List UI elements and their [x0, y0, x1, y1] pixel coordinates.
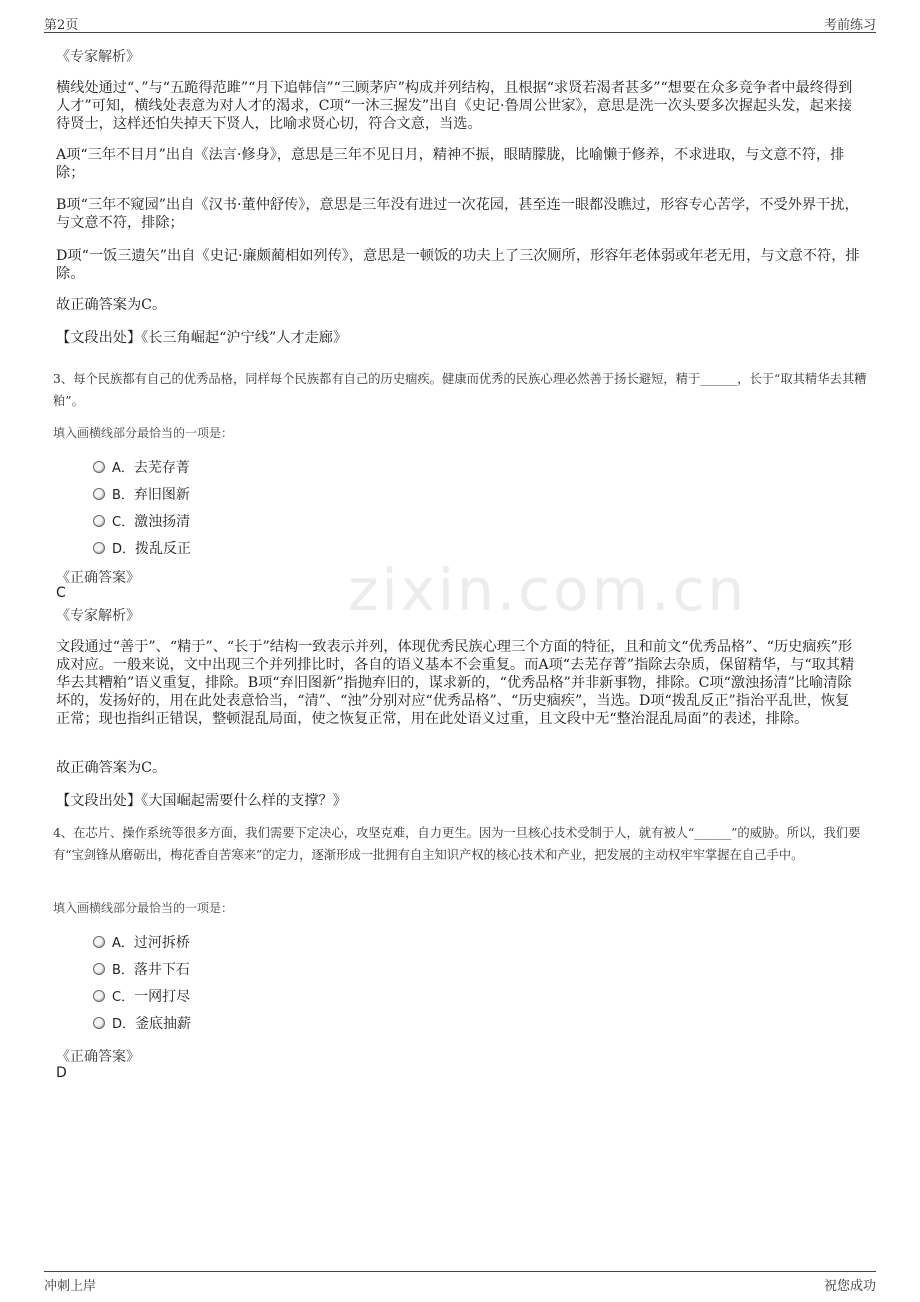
q3-option-d[interactable]: D．拨乱反正: [93, 538, 191, 558]
q3-conclusion: 故正确答案为C。: [56, 760, 167, 776]
q3-instruction: 填入画横线部分最恰当的一项是：: [53, 426, 234, 440]
page-header: [44, 14, 876, 33]
q4-option-c[interactable]: C．一网打尽: [93, 986, 190, 1006]
page-number: 第2页: [44, 18, 79, 33]
radio-icon[interactable]: [93, 515, 105, 527]
radio-icon[interactable]: [93, 963, 105, 975]
q3-option-c[interactable]: C．激浊扬清: [93, 511, 190, 531]
q3-expert-label: 《专家解析》: [56, 608, 140, 624]
q2-expert-label: 《专家解析》: [56, 49, 140, 65]
q3-option-a[interactable]: A．去芜存菁: [93, 457, 190, 477]
q3-source: 【文段出处】《大国崛起需要什么样的支撑？》: [56, 793, 347, 809]
q4-answer-label: 《正确答案》: [56, 1049, 140, 1065]
q3-answer-label: 《正确答案》: [56, 570, 140, 586]
q2-analysis-d: D项“一饭三遗矢”出自《史记·廉颇蔺相如列传》，意思是一顿饭的功夫上了三次厕所，形容年老体弱或年老无用，与文意不符，排除。: [56, 248, 860, 282]
radio-icon[interactable]: [93, 990, 105, 1002]
q4-answer: D: [56, 1065, 67, 1081]
q4-option-a[interactable]: A．过河拆桥: [93, 932, 190, 952]
q4-option-b[interactable]: B．落井下石: [93, 959, 190, 979]
q2-source: 【文段出处】《长三角崛起“沪宁线”人才走廊》: [56, 330, 348, 346]
q3-option-b[interactable]: B．弃旧图新: [93, 484, 190, 504]
q3-question: 3、每个民族都有自己的优秀品格，同样每个民族都有自己的历史痼疾。健康而优秀的民族心理必然善于扬长避短，精于______，长于“取其精华去其糟粕”。: [53, 372, 867, 408]
q2-analysis-b: B项“三年不窥园”出自《汉书·董仲舒传》，意思是三年没有进过一次花园，甚至连一眼都没瞧过，形容专心苦学，不受外界干扰，与文意不符，排除；: [56, 197, 859, 231]
q2-analysis-main: 横线处通过“、”与“五跪得范雎”“月下追韩信”“三顾茅庐”构成并列结构，且根据“求贤若渴者甚多”“想要在众多竞争者中最终得到人才”可知，横线处表意为对人才的渴求，C项“一沐三握发”出自《史记·鲁周公世家》，意思是洗一次头要多次握起头发，起来接待贤士，这样还怕失掉天下贤人，比喻求贤心切，符合文意，当选。: [56, 80, 853, 132]
radio-icon[interactable]: [93, 488, 105, 500]
q2-conclusion: 故正确答案为C。: [56, 297, 167, 313]
radio-icon[interactable]: [93, 542, 105, 554]
q3-answer: C: [56, 585, 66, 601]
footer-left: 冲刺上岸: [44, 1279, 97, 1294]
radio-icon[interactable]: [93, 936, 105, 948]
q4-option-d[interactable]: D．釜底抽薪: [93, 1013, 191, 1033]
watermark: zixin.com.cn: [348, 556, 748, 624]
header-title: 考前练习: [823, 18, 876, 33]
page-footer: [44, 1271, 876, 1294]
q4-instruction: 填入画横线部分最恰当的一项是：: [53, 901, 234, 915]
footer-right: 祝您成功: [823, 1279, 876, 1294]
q3-analysis: 文段通过“善于”、“精于”、“长于”结构一致表示并列，体现优秀民族心理三个方面的特征，且和前文“优秀品格”、“历史痼疾”形成对应。一般来说，文中出现三个并列排比时，各自的语义基本不会重复。而A项“去芜存菁”指除去杂质，保留精华，与“取其精华去其糟粕”语义重复，排除。B项“弃旧图新”指抛弃旧的，谋求新的，“优秀品格”并非新事物，排除。C项“激浊扬清”比喻清除坏的，发扬好的，用在此处表意恰当，“清”、“浊”分别对应“优秀品格”、“历史痼疾”，当选。D项“拨乱反正”指治平乱世，恢复正常；现也指纠正错误，整顿混乱局面，使之恢复正常，用在此处语义过重，且文段中无“整治混乱局面”的表述，排除。: [56, 639, 855, 727]
radio-icon[interactable]: [93, 461, 105, 473]
q2-analysis-a: A项“三年不目月”出自《法言·修身》，意思是三年不见日月，精神不振，眼睛朦胧，比喻懒于修养，不求进取，与文意不符，排除；: [56, 147, 845, 181]
radio-icon[interactable]: [93, 1017, 105, 1029]
q4-question: 4、在芯片、操作系统等很多方面，我们需要下定决心，攻坚克难，自力更生。因为一旦核心技术受制于人，就有被人“______”的威胁。所以，我们要有“宝剑锋从磨砺出，梅花香自苦寒来”的定力，逐渐形成一批拥有自主知识产权的核心技术和产业，把发展的主动权牢牢掌握在自己手中。: [53, 826, 861, 862]
